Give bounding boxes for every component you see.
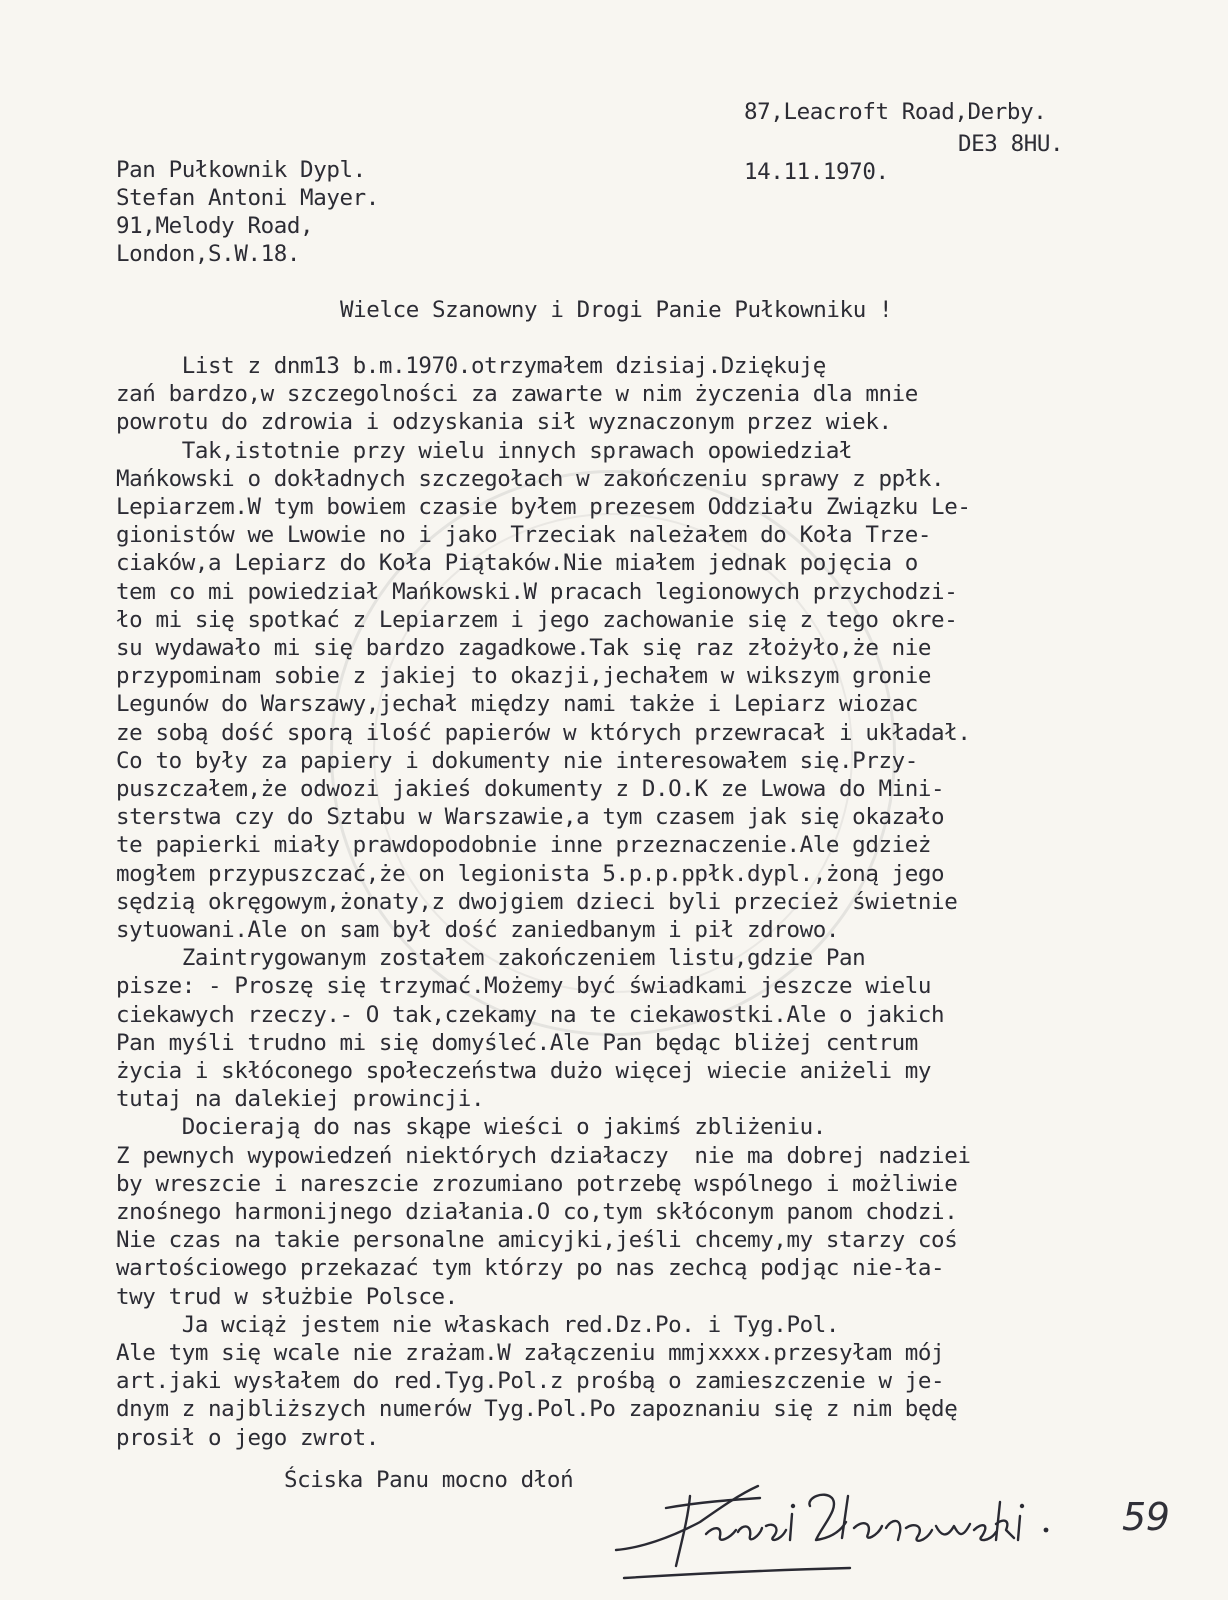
letter-date: 14.11.1970. [744, 159, 889, 185]
body-line: tutaj na dalekiej prowincji. [116, 1086, 485, 1113]
body-line: znośnego harmonijnego działania.O co,tym skłóconym panom chodzi. [116, 1199, 958, 1225]
body-line: te papierki miały prawdopodobnie inne przeznaczenie.Ale gdzież [116, 832, 932, 859]
recipient-line-4: London,S.W.18. [116, 241, 301, 267]
body-line: Pan myśli trudno mi się domyśleć.Ale Pan będąc bliżej centrum [116, 1029, 918, 1056]
handwritten-signature [610, 1478, 1130, 1588]
body-line: twy trud w służbie Polsce. [116, 1283, 458, 1310]
body-line: gionistów we Lwowie no i jako Trzeciak należałem do Koła Trze- [116, 522, 932, 549]
body-line: zań bardzo,w szczegolności za zawarte w nim życzenia dla mnie [116, 381, 918, 408]
body-line: art.jaki wysłałem do red.Tyg.Pol.z prośbą o zamieszczenie w je- [116, 1368, 945, 1395]
sender-street: 87,Leacroft Road,Derby. [744, 99, 1047, 125]
body-line: ciaków,a Lepiarz do Koła Piątaków.Nie miałem jednak pojęcia o [116, 550, 918, 577]
body-line: Co to były za papiery i dokumenty nie interesowałem się.Przy- [116, 747, 918, 774]
body-line: Lepiarzem.W tym bowiem czasie byłem prezesem Oddziału Związku Le- [116, 494, 971, 520]
body-line: Z pewnych wypowiedzeń niektórych działaczy nie ma dobrej nadziei [116, 1142, 971, 1169]
recipient-line-2: Stefan Antoni Mayer. [116, 185, 379, 211]
sender-postcode: DE3 8HU. [958, 131, 1064, 157]
body-line: pisze: - Proszę się trzymać.Możemy być świadkami jeszcze wielu [116, 973, 932, 1000]
body-line: mogłem przypuszczać,że on legionista 5.p.p.ppłk.dypl.,żoną jego [116, 860, 945, 887]
body-line: Ja wciąż jestem nie właskach red.Dz.Po. i Tyg.Pol. [116, 1311, 840, 1338]
body-line: ze sobą dość sporą ilość papierów w których przewracał i układał. [116, 719, 971, 746]
body-line: przypominam sobie z jakiej to okazji,jechałem w wikszym gronie [116, 663, 932, 690]
body-line: Nie czas na takie personalne amicyjki,jeśli chcemy,my starzy coś [116, 1227, 958, 1254]
recipient-line-3: 91,Melody Road, [116, 213, 314, 239]
body-line: dnym z najbliższych numerów Tyg.Pol.Po zapoznaniu się z nim będę [116, 1396, 958, 1423]
page-number: 59 [1122, 1495, 1170, 1539]
body-line: List z dnm13 b.m.1970.otrzymałem dzisiaj.Dziękuję [116, 353, 826, 379]
salutation: Wielce Szanowny i Drogi Panie Pułkowniku ! [340, 297, 893, 323]
body-line: sytuowani.Ale on sam był dość zaniedbanym i pił zdrowo. [116, 917, 840, 943]
body-line: ło mi się spotkać z Lepiarzem i jego zachowanie się z tego okre- [116, 606, 958, 633]
body-line: prosił o jego zwrot. [116, 1424, 379, 1451]
body-line: sędzią okręgowym,żonaty,z dwojgiem dzieci byli przecież świetnie [116, 888, 958, 915]
body-line: Ale tym się wcale nie zrażam.W załączeniu mmjxxxx.przesyłam mój [116, 1340, 945, 1366]
body-line: by wreszcie i nareszcie zrozumiano potrzebę wspólnego i możliwie [116, 1170, 958, 1197]
body-line: powrotu do zdrowia i odzyskania sił wyznaczonym przez wiek. [116, 409, 892, 436]
body-line: Tak,istotnie przy wielu innych sprawach opowiedział [116, 437, 853, 464]
body-line: tem co mi powiedział Mańkowski.W pracach legionowych przychodzi- [116, 578, 958, 605]
body-line: Legunów do Warszawy,jechał między nami także i Lepiarz wiozac [116, 691, 918, 718]
body-line: ciekawych rzeczy.- O tak,czekamy na te ciekawostki.Ale o jakich [116, 1001, 945, 1028]
body-line: wartościowego przekazać tym którzy po nas zechcą podjąc nie-ła- [116, 1255, 945, 1282]
body-line: sterstwa czy do Sztabu w Warszawie,a tym czasem jak się okazało [116, 804, 945, 831]
body-line: Docierają do nas skąpe wieści o jakimś zbliżeniu. [116, 1114, 826, 1141]
body-line: życia i skłóconego społeczeństwa dużo więcej wiecie aniżeli my [116, 1058, 932, 1084]
body-line: su wydawało mi się bardzo zagadkowe.Tak się raz złożyło,że nie [116, 635, 932, 661]
closing: Ściska Panu mocno dłoń [284, 1467, 574, 1493]
body-line: Zaintrygowanym zostałem zakończeniem listu,gdzie Pan [116, 945, 866, 972]
recipient-line-1: Pan Pułkownik Dypl. [116, 157, 366, 183]
body-line: Mańkowski o dokładnych szczegołach w zakończeniu sprawy z ppłk. [116, 465, 945, 492]
body-line: puszczałem,że odwozi jakieś dokumenty z D.O.K ze Lwowa do Mini- [116, 776, 945, 802]
